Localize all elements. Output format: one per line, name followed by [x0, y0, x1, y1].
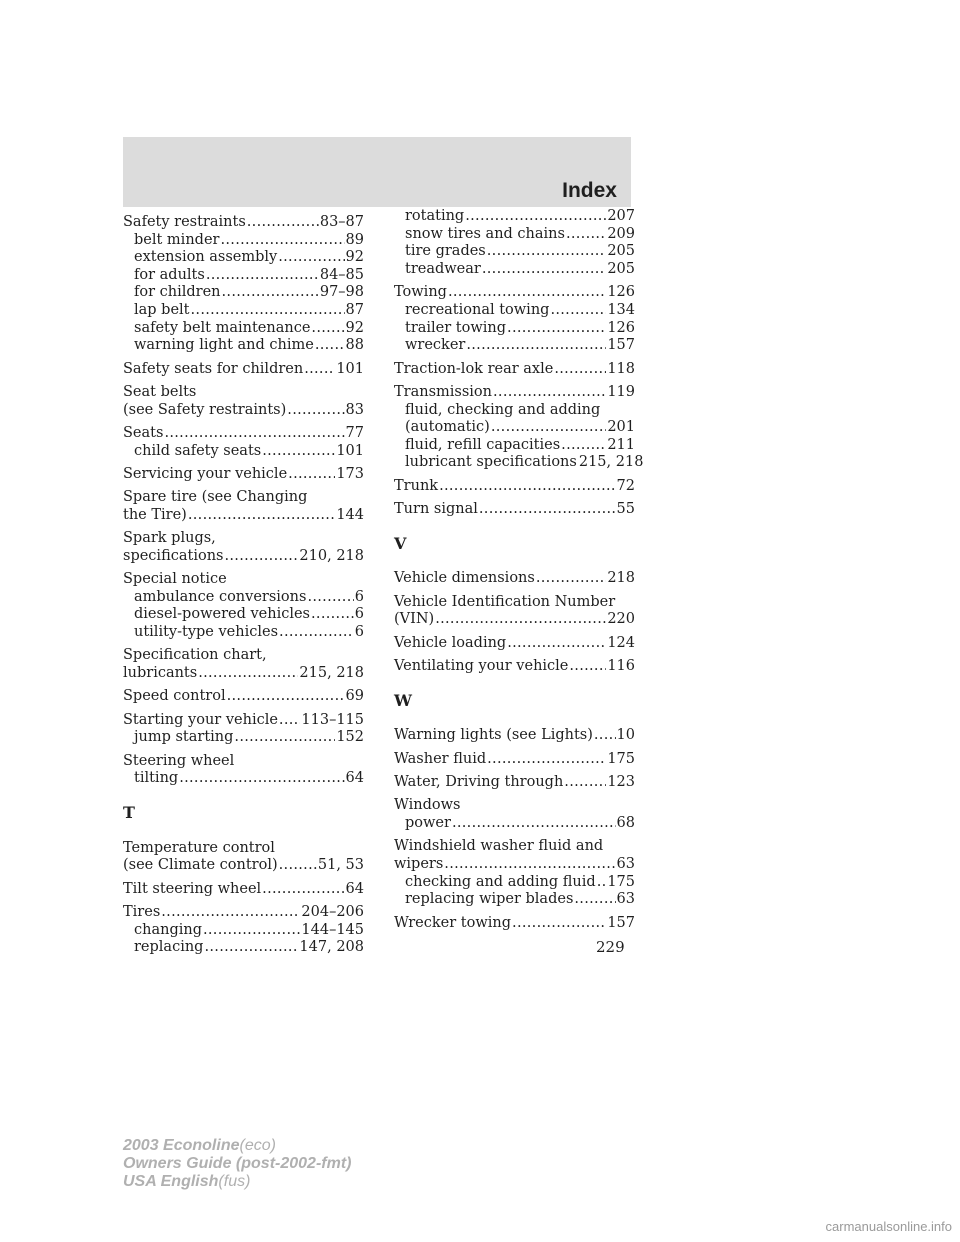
index-entry	[123, 571, 364, 641]
page-reference: 72	[616, 477, 635, 494]
dot-leader	[465, 208, 606, 226]
entry-term: lap belt	[134, 301, 190, 318]
index-subentry-line	[123, 729, 364, 747]
index-subentry-line	[394, 226, 635, 244]
entry-term: Vehicle loading	[394, 634, 507, 651]
document-footer	[123, 1137, 351, 1191]
index-subentry-line	[394, 402, 635, 420]
page-reference: 157	[607, 914, 635, 931]
entry-term: for adults	[134, 266, 205, 283]
index-entry	[394, 774, 635, 792]
index-entry-line	[123, 753, 364, 771]
dot-leader	[307, 589, 353, 607]
index-entry-line	[394, 570, 635, 588]
index-subentry-line	[394, 261, 635, 279]
dot-leader	[597, 874, 607, 892]
index-entry	[123, 881, 364, 899]
index-entry-line	[394, 361, 635, 379]
page-reference: 97–98	[319, 284, 364, 301]
entry-term: Ventilating your vehicle	[394, 658, 569, 675]
entry-term: Towing	[394, 284, 447, 301]
entry-term: for children	[134, 284, 221, 301]
index-entry	[123, 530, 364, 565]
dot-leader	[220, 232, 344, 250]
dot-leader	[487, 243, 607, 261]
dot-leader	[262, 443, 335, 461]
page-reference: 215, 218	[299, 665, 364, 682]
index-entry	[394, 208, 635, 278]
page-reference: 211	[607, 436, 635, 453]
dot-leader	[574, 891, 615, 909]
index-entry	[394, 570, 635, 588]
page-number: 229	[596, 938, 625, 956]
index-subentry-line	[394, 320, 635, 338]
page-reference: 175	[607, 873, 635, 890]
dot-leader	[466, 337, 606, 355]
dot-leader	[227, 688, 345, 706]
entry-term: fluid, checking and adding	[405, 401, 601, 418]
index-subentry-line	[123, 443, 364, 461]
dot-leader	[493, 384, 606, 402]
index-entry-line	[394, 727, 635, 745]
index-subentry-line	[394, 891, 635, 909]
index-entry	[123, 688, 364, 706]
index-column-left	[123, 214, 364, 963]
page-reference: 118	[607, 360, 635, 377]
entry-term: Warning lights (see Lights)	[394, 727, 593, 744]
index-subentry-line	[123, 284, 364, 302]
page-reference: 173	[336, 465, 364, 482]
entry-term: Tires	[123, 903, 161, 920]
index-entry-line	[394, 594, 635, 612]
index-entry	[123, 466, 364, 484]
entry-term: Washer fluid	[394, 750, 487, 767]
watermark-link[interactable]: carmanualsonline.info	[825, 1219, 952, 1234]
dot-leader	[487, 751, 606, 769]
entry-term: Spark plugs,	[123, 530, 216, 547]
page-reference: 218	[607, 570, 635, 587]
index-entry-line	[123, 530, 364, 548]
page-reference: 101	[336, 442, 364, 459]
index-subentry-line	[123, 589, 364, 607]
index-column-right	[394, 208, 644, 938]
dot-leader	[561, 437, 606, 455]
page-reference: 210, 218	[299, 547, 364, 564]
index-entry	[123, 753, 364, 788]
dot-leader	[550, 302, 606, 320]
page-reference: 126	[607, 284, 635, 301]
index-entry-line	[394, 635, 635, 653]
index-entry-line	[394, 797, 635, 815]
dot-leader	[536, 570, 606, 588]
index-entry	[394, 915, 635, 933]
entry-term: specifications	[123, 547, 224, 564]
dot-leader	[507, 635, 606, 653]
index-entry	[123, 361, 364, 379]
index-subentry-line	[123, 267, 364, 285]
dot-leader	[247, 214, 319, 232]
index-entry-line	[123, 688, 364, 706]
page-reference: 147, 208	[299, 939, 364, 956]
dot-leader	[191, 302, 345, 320]
index-entry	[123, 712, 364, 747]
dot-leader	[507, 320, 606, 338]
index-subentry-line	[123, 922, 364, 940]
entry-term: ambulance conversions	[134, 588, 307, 605]
page-reference: 64	[345, 770, 364, 787]
dot-leader	[224, 548, 298, 566]
index-entry-line	[394, 915, 635, 933]
dot-leader	[315, 337, 345, 355]
page-reference: 101	[336, 360, 364, 377]
page-reference: 63	[616, 891, 635, 908]
index-subentry-line	[123, 337, 364, 355]
index-subentry-line	[123, 302, 364, 320]
dot-leader	[452, 815, 616, 833]
entry-term: replacing wiper blades	[405, 891, 574, 908]
index-subentry-line	[394, 419, 635, 437]
index-entry-line	[394, 384, 635, 402]
index-subentry-line	[123, 624, 364, 642]
index-entry	[123, 489, 364, 524]
entry-term: Safety seats for children	[123, 360, 304, 377]
page-reference: 92	[345, 319, 364, 336]
page-reference: 220	[607, 611, 635, 628]
entry-term: utility-type vehicles	[134, 624, 279, 641]
index-letter-heading: V	[394, 533, 407, 553]
entry-term: Spare tire (see Changing	[123, 489, 308, 506]
entry-term: Temperature control	[123, 839, 275, 856]
page-reference: 215, 218	[578, 454, 644, 471]
dot-leader	[566, 226, 606, 244]
page-reference: 204–206	[301, 903, 364, 920]
page-reference: 51, 53	[317, 857, 364, 874]
dot-leader	[311, 320, 344, 338]
footer-model-code: (eco)	[239, 1137, 276, 1154]
entry-term: Trunk	[394, 477, 439, 494]
footer-model: 2003 Econoline	[123, 1137, 240, 1154]
page-reference: 124	[607, 634, 635, 651]
index-entry-line	[394, 856, 635, 874]
entry-term: (see Climate control)	[123, 857, 278, 874]
entry-term: treadwear	[405, 260, 481, 277]
index-entry	[394, 383, 644, 472]
page-reference: 84–85	[319, 266, 364, 283]
index-entry	[123, 647, 364, 682]
dot-leader	[188, 507, 335, 525]
header-band	[123, 137, 631, 207]
entry-term: Vehicle dimensions	[394, 570, 535, 587]
page-reference: 134	[607, 301, 635, 318]
entry-term: tilting	[134, 770, 179, 787]
page-reference: 144	[336, 506, 364, 523]
entry-term: tire grades	[405, 243, 486, 260]
dot-leader	[564, 774, 606, 792]
entry-term: rotating	[405, 208, 465, 225]
entry-term: power	[405, 815, 451, 831]
index-entry-line	[123, 647, 364, 665]
page-reference: 6	[354, 588, 364, 605]
index-entry-line	[394, 658, 635, 676]
dot-leader	[198, 665, 298, 683]
entry-term: wipers	[394, 855, 444, 872]
index-subentry-line	[394, 874, 635, 892]
footer-language: USA English	[123, 1173, 219, 1190]
dot-leader	[444, 856, 615, 874]
index-subentry-line	[394, 302, 635, 320]
index-entry	[394, 361, 635, 379]
page-reference: 207	[607, 208, 635, 225]
page-reference: 152	[336, 729, 364, 746]
index-subentry-line	[123, 249, 364, 267]
page-reference: 83	[345, 401, 364, 418]
dot-leader	[479, 501, 616, 519]
dot-leader	[435, 611, 606, 629]
entry-term: (automatic)	[405, 419, 490, 436]
page-reference: 68	[616, 815, 635, 831]
page-reference: 6	[354, 606, 364, 623]
page-reference: 123	[607, 774, 635, 791]
page-reference: 69	[345, 688, 364, 705]
index-entry-line	[123, 425, 364, 443]
dot-leader	[304, 361, 335, 379]
entry-term: Safety restraints	[123, 214, 246, 230]
page-reference: 77	[345, 424, 364, 441]
index-entry-line	[394, 478, 635, 496]
entry-term: child safety seats	[134, 442, 262, 459]
page-reference: 83–87	[319, 214, 364, 230]
entry-term: safety belt maintenance	[134, 319, 311, 336]
entry-term: the Tire)	[123, 506, 187, 523]
entry-term: Seat belts	[123, 383, 197, 400]
index-subentry-line	[394, 815, 635, 833]
dot-leader	[161, 904, 300, 922]
index-entry-line	[123, 214, 364, 232]
index-entry-line	[123, 571, 364, 589]
entry-term: checking and adding fluid	[405, 873, 596, 890]
index-entry-line	[394, 774, 635, 792]
page-reference: 87	[345, 301, 364, 318]
entry-term: lubricant specifications	[405, 454, 577, 471]
index-subentry-line	[394, 337, 635, 355]
entry-term: Seats	[123, 424, 164, 441]
page-reference: 116	[607, 658, 635, 675]
index-entry-line	[123, 466, 364, 484]
entry-term: diesel-powered vehicles	[134, 606, 310, 623]
index-entry-line	[123, 548, 364, 566]
index-entry	[394, 594, 635, 629]
dot-leader	[279, 624, 354, 642]
entry-term: Specification chart,	[123, 647, 267, 664]
page-reference: 88	[345, 337, 364, 354]
page-reference: 10	[616, 727, 635, 744]
index-entry	[394, 284, 635, 354]
dot-leader	[262, 881, 344, 899]
index-entry-line	[123, 904, 364, 922]
page-reference: 175	[607, 750, 635, 767]
index-entry	[394, 727, 635, 745]
index-subentry-line	[394, 437, 635, 455]
dot-leader	[279, 712, 300, 730]
dot-leader	[206, 267, 319, 285]
entry-term: replacing	[134, 939, 204, 956]
index-entry-line	[123, 665, 364, 683]
entry-term: (VIN)	[394, 611, 435, 628]
entry-term: Wrecker towing	[394, 914, 512, 931]
index-entry	[123, 425, 364, 460]
index-entry	[123, 904, 364, 957]
page-reference: 144–145	[301, 921, 364, 938]
index-subentry-line	[394, 208, 635, 226]
index-subentry-line	[123, 606, 364, 624]
entry-term: Traction-lok rear axle	[394, 360, 554, 377]
index-subentry-line	[123, 939, 364, 957]
index-entry	[394, 797, 635, 832]
index-entry	[394, 658, 635, 676]
index-entry-line	[394, 284, 635, 302]
index-subentry-line	[123, 232, 364, 250]
section-title: Index	[562, 179, 617, 202]
index-entry-line	[394, 838, 635, 856]
entry-term: Starting your vehicle	[123, 711, 278, 728]
dot-leader	[204, 939, 298, 957]
entry-term: jump starting	[134, 729, 234, 746]
dot-leader	[179, 770, 344, 788]
dot-leader	[594, 727, 616, 745]
index-entry-line	[123, 840, 364, 858]
page-reference: 205	[607, 243, 635, 260]
index-entry	[394, 838, 635, 908]
entry-term: Steering wheel	[123, 752, 235, 769]
dot-leader	[279, 857, 317, 875]
dot-leader	[222, 284, 319, 302]
entry-term: Turn signal	[394, 501, 478, 518]
index-subentry-line	[394, 454, 644, 472]
dot-leader	[278, 249, 344, 267]
dot-leader	[482, 261, 606, 279]
index-entry	[394, 478, 635, 496]
index-entry-line	[123, 361, 364, 379]
index-subentry-line	[123, 770, 364, 788]
dot-leader	[164, 425, 344, 443]
index-letter-heading: T	[123, 802, 135, 822]
entry-term: Tilt steering wheel	[123, 880, 262, 897]
entry-term: extension assembly	[134, 249, 278, 266]
index-subentry-line	[394, 243, 635, 261]
entry-term: snow tires and chains	[405, 225, 565, 242]
page-reference: 209	[607, 225, 635, 242]
page-reference: 92	[345, 249, 364, 266]
entry-term: Water, Driving through	[394, 774, 564, 791]
entry-term: (see Safety restraints)	[123, 401, 287, 418]
entry-term: Transmission	[394, 383, 493, 400]
entry-term: Windshield washer fluid and	[394, 838, 604, 855]
page-reference: 55	[616, 501, 635, 518]
entry-term: Speed control	[123, 688, 226, 705]
entry-term: lubricants	[123, 665, 198, 682]
entry-term: changing	[134, 921, 202, 938]
page-reference: 201	[607, 419, 635, 436]
index-entry-line	[123, 881, 364, 899]
index-entry	[123, 840, 364, 875]
index-entry-line	[123, 712, 364, 730]
index-entry-line	[394, 751, 635, 769]
index-letter-heading: W	[394, 690, 412, 710]
entry-term: warning light and chime	[134, 337, 314, 354]
dot-leader	[311, 606, 354, 624]
index-entry	[123, 214, 364, 355]
index-entry-line	[123, 507, 364, 525]
index-entry-line	[123, 384, 364, 402]
entry-term: trailer towing	[405, 319, 507, 336]
index-entry-line	[394, 611, 635, 629]
index-entry-line	[123, 857, 364, 875]
page-reference: 113–115	[301, 711, 364, 728]
dot-leader	[234, 729, 335, 747]
page-reference: 157	[607, 337, 635, 354]
index-subentry-line	[123, 320, 364, 338]
entry-term: wrecker	[405, 337, 466, 354]
footer-language-code: (fus)	[218, 1173, 251, 1190]
dot-leader	[287, 402, 344, 420]
dot-leader	[288, 466, 335, 484]
dot-leader	[439, 478, 615, 496]
index-entry-line	[123, 489, 364, 507]
page-reference: 89	[345, 231, 364, 248]
dot-leader	[569, 658, 606, 676]
dot-leader	[554, 361, 606, 379]
dot-leader	[491, 419, 606, 437]
index-entry-line	[394, 501, 635, 519]
entry-term: Servicing your vehicle	[123, 465, 288, 482]
dot-leader	[203, 922, 300, 940]
index-entry	[394, 751, 635, 769]
page-reference: 63	[616, 855, 635, 872]
page-reference: 126	[607, 319, 635, 336]
index-entry	[394, 635, 635, 653]
entry-term: Vehicle Identification Number	[394, 593, 616, 610]
page-reference: 6	[354, 624, 364, 641]
dot-leader	[448, 284, 606, 302]
page-reference: 119	[607, 383, 635, 400]
entry-term: fluid, refill capacities	[405, 436, 561, 453]
page-reference: 205	[607, 260, 635, 277]
entry-term: recreational towing	[405, 301, 550, 318]
index-entry	[123, 384, 364, 419]
index-entry-line	[123, 402, 364, 420]
dot-leader	[512, 915, 606, 933]
entry-term: Special notice	[123, 571, 227, 588]
entry-term: belt minder	[134, 231, 220, 248]
page-reference: 64	[345, 880, 364, 897]
footer-guide: Owners Guide (post-2002-fmt)	[123, 1155, 352, 1172]
index-entry	[394, 501, 635, 519]
entry-term: Windows	[394, 797, 461, 814]
